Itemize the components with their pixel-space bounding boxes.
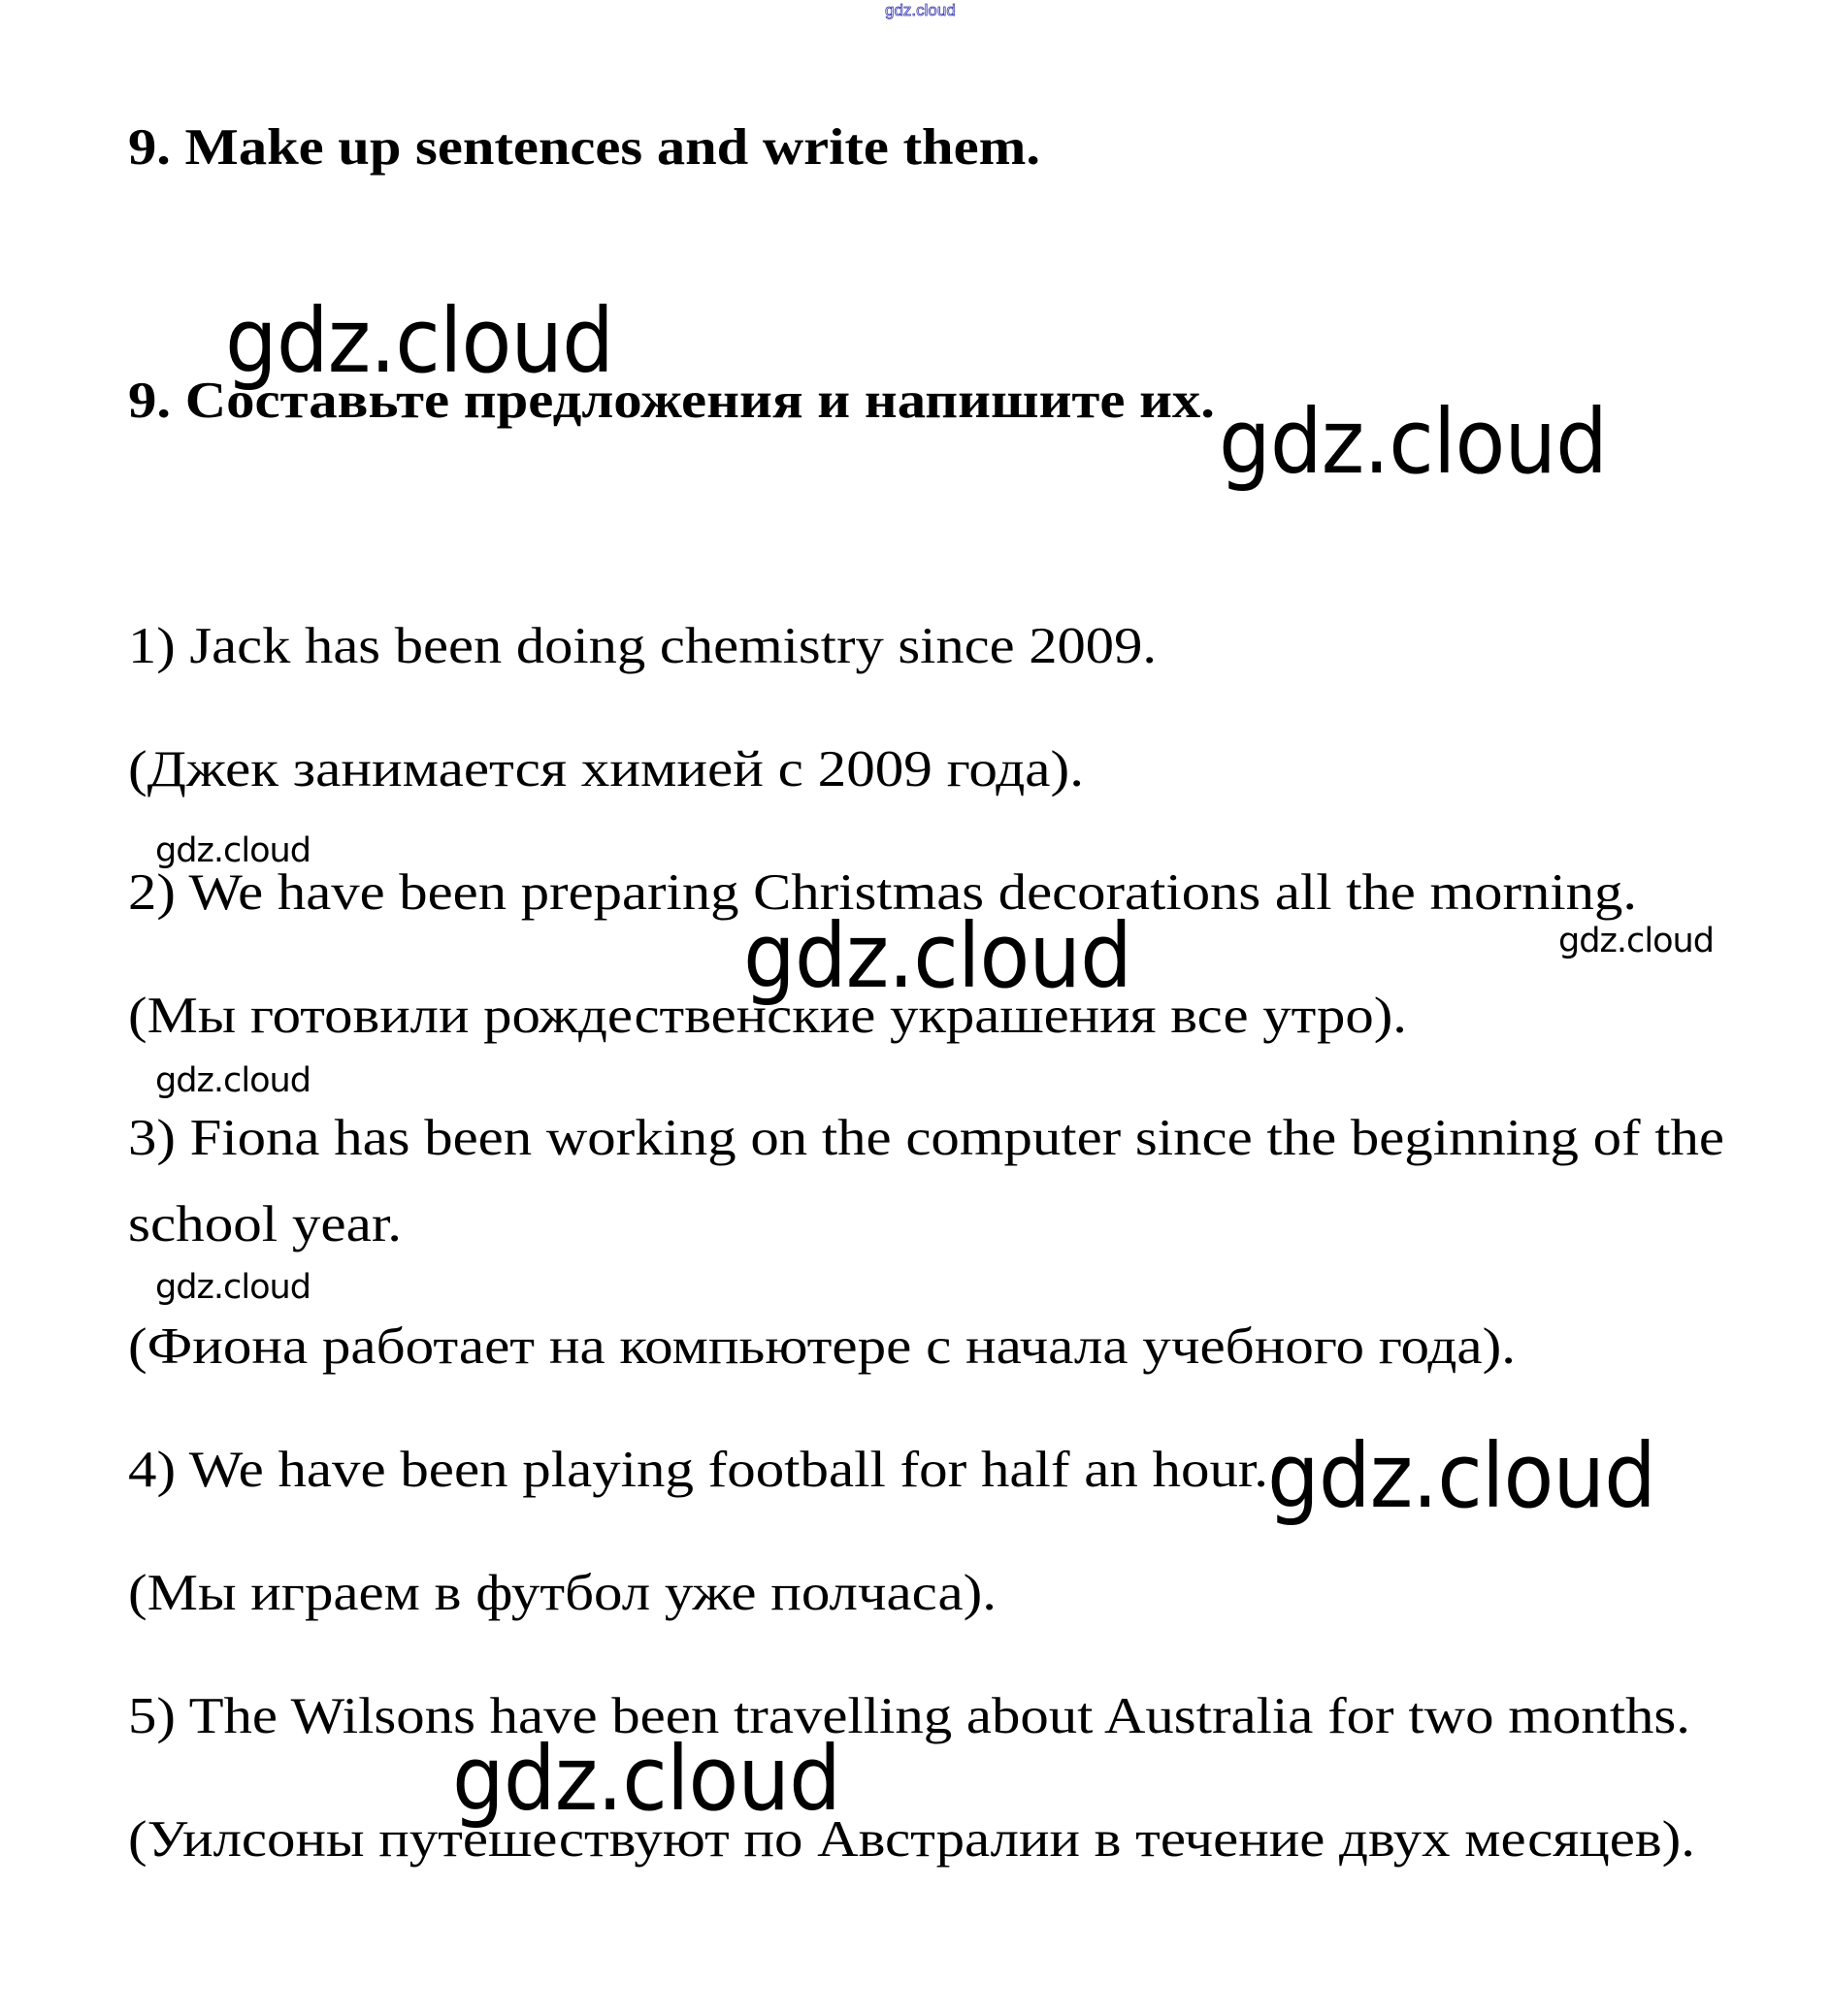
watermark: gdz.cloud <box>1219 390 1607 494</box>
answer-3-en-line2: school year. <box>128 1196 402 1252</box>
watermark: gdz.cloud <box>1267 1424 1655 1528</box>
answer-1-en: 1) Jack has been doing chemistry since 2009. <box>128 618 1157 674</box>
watermark: gdz.cloud <box>1558 922 1714 960</box>
answer-5-ru: (Уилсоны путешествуют по Австралии в течение двух месяцев). <box>128 1811 1695 1868</box>
watermark: gdz.cloud <box>155 1061 311 1100</box>
watermark: gdz.cloud <box>225 289 613 393</box>
exercise-title-en: 9. Make up sentences and write them. <box>128 119 1040 176</box>
watermark: gdz.cloud <box>452 1727 840 1831</box>
watermark: gdz.cloud <box>155 831 311 870</box>
top-watermark: gdz.cloud <box>885 1 956 19</box>
watermark: gdz.cloud <box>155 1268 311 1307</box>
answer-2-ru: (Мы готовили рождественские украшения все утро). <box>128 988 1407 1044</box>
answer-4-ru: (Мы играем в футбол уже полчаса). <box>128 1565 997 1621</box>
answer-4-en: 4) We have been playing football for half an hour. <box>128 1442 1268 1498</box>
answer-3-ru: (Фиона работает на компьютере с начала учебного года). <box>128 1318 1516 1375</box>
answer-1-ru: (Джек занимается химией с 2009 года). <box>128 741 1084 797</box>
answer-5-en: 5) The Wilsons have been travelling about Australia for two months. <box>128 1688 1691 1744</box>
answer-2-en: 2) We have been preparing Christmas decorations all the morning. <box>128 864 1637 921</box>
answer-3-en-line1: 3) Fiona has been working on the computer since the beginning of the <box>128 1110 1724 1166</box>
watermark: gdz.cloud <box>743 904 1131 1008</box>
exercise-title-ru: 9. Составьте предложения и напишите их. <box>128 373 1215 429</box>
